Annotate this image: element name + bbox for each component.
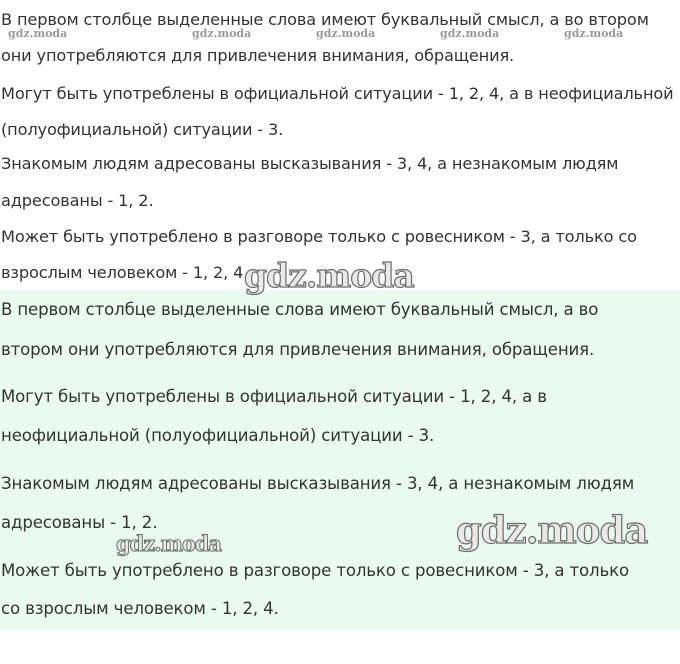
watermark-small-2: gdz.moda xyxy=(192,27,252,40)
watermark-large-1: gdz.moda xyxy=(244,256,414,295)
bottom-line-3: Могут быть употреблены в официальной ситуации - 1, 2, 4, а в xyxy=(1,387,547,406)
top-line-8: взрослым человеком - 1, 2, 4. xyxy=(1,263,249,282)
watermark-small-1: gdz.moda xyxy=(8,27,68,40)
bottom-line-1: В первом столбце выделенные слова имеют буквальный смысл, а во xyxy=(1,300,599,319)
bottom-line-6: адресованы - 1, 2. xyxy=(1,513,158,532)
watermark-small-3: gdz.moda xyxy=(316,27,376,40)
bottom-line-2: втором они употребляются для привлечения внимания, обращения. xyxy=(1,340,595,359)
bottom-line-5: Знакомым людям адресованы высказывания - 3, 4, а незнакомым людям xyxy=(1,474,635,493)
bottom-line-4: неофициальной (полуофициальной) ситуации - 3. xyxy=(1,426,435,445)
top-line-6: адресованы - 1, 2. xyxy=(1,191,154,210)
watermark-small-5: gdz.moda xyxy=(564,27,624,40)
top-line-2: они употребляются для привлечения внимания, обращения. xyxy=(1,46,515,65)
watermark-large-2: gdz.moda xyxy=(456,508,648,552)
top-line-5: Знакомым людям адресованы высказывания - 3, 4, а незнакомым людям xyxy=(1,154,619,173)
bottom-line-8: со взрослым человеком - 1, 2, 4. xyxy=(1,599,279,618)
top-line-7: Может быть употреблено в разговоре только с ровесником - 3, а только со xyxy=(1,227,637,246)
top-line-3: Могут быть употреблены в официальной ситуации - 1, 2, 4, а в неофициальной xyxy=(1,84,674,103)
bottom-line-7: Может быть употреблено в разговоре только с ровесником - 3, а только xyxy=(1,561,630,580)
watermark-medium: gdz.moda xyxy=(116,531,222,556)
watermark-small-4: gdz.moda xyxy=(440,27,500,40)
top-line-1: В первом столбце выделенные слова имеют буквальный смысл, а во втором xyxy=(1,10,649,29)
top-line-4: (полуофициальной) ситуации - 3. xyxy=(1,120,284,139)
